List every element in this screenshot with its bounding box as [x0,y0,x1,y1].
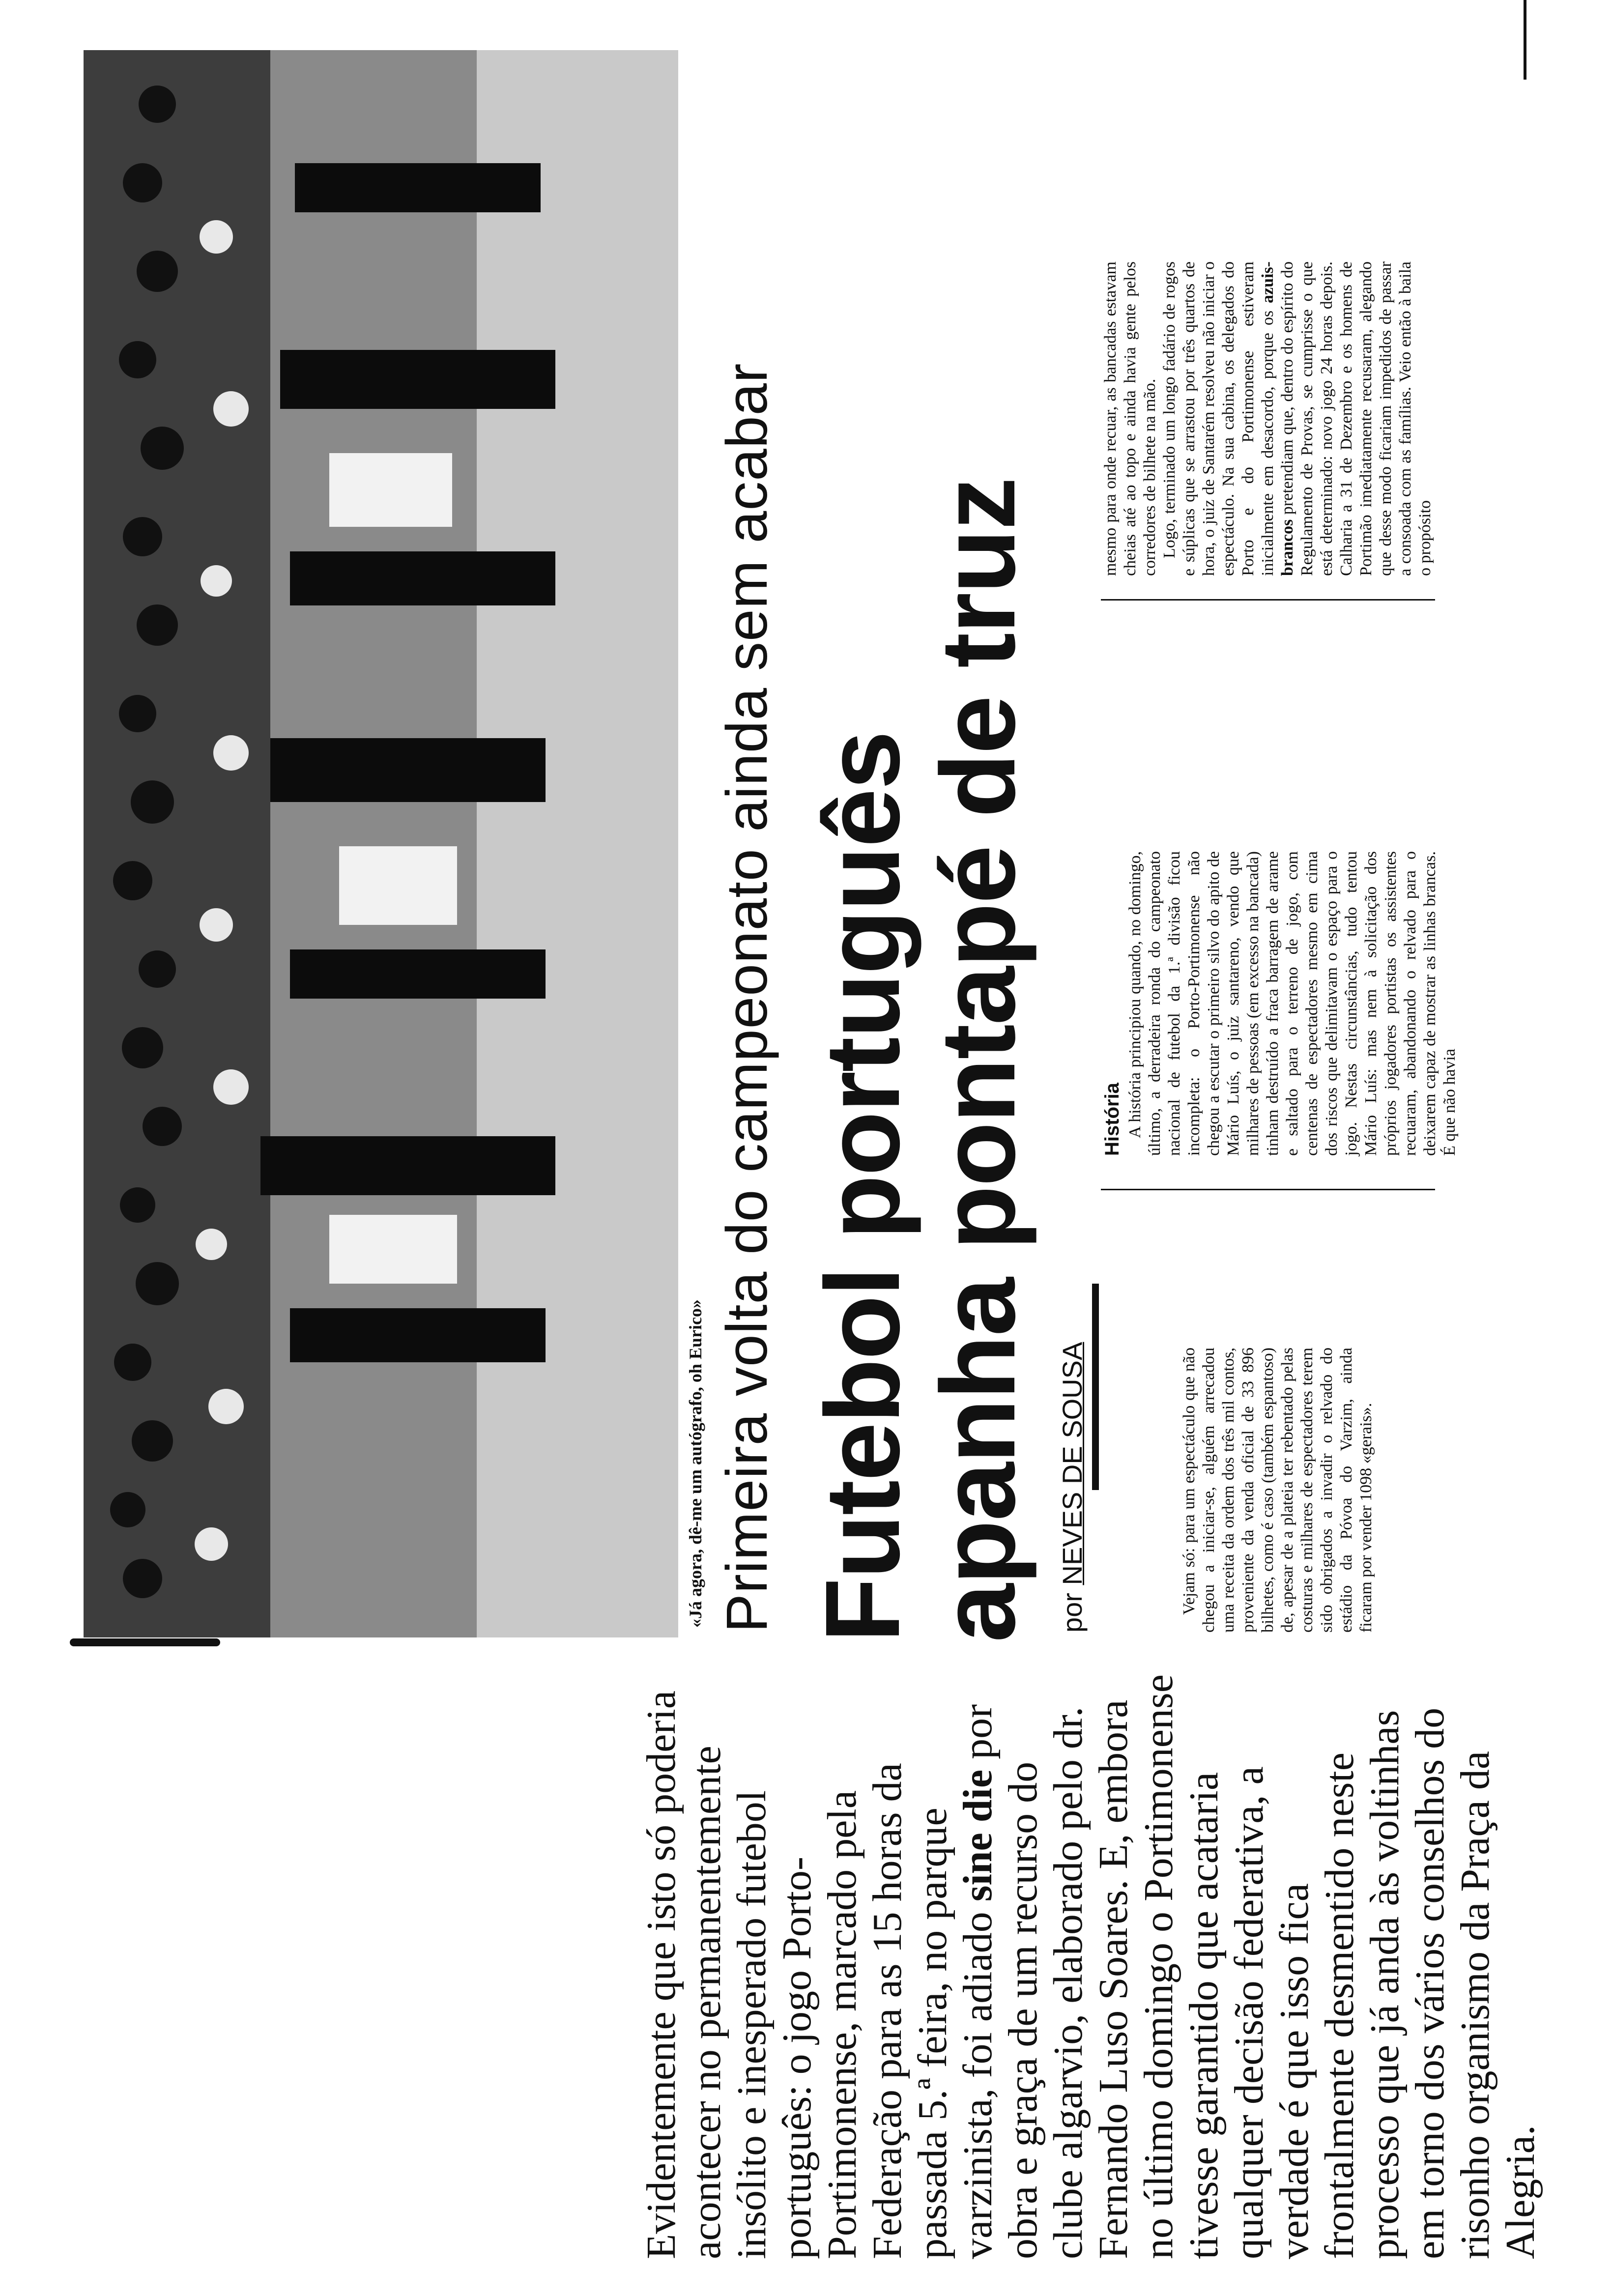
col3-paragraph-1: mesmo para onde recuar, as bancadas estavam cheias até ao topo e ainda havia gente pelos corredores de bilhete na mão. [1101,261,1159,576]
kicker-headline: Primeira volta do campeonato ainda sem acabar [715,363,779,1633]
col3-paragraph-2 [1160,261,1435,576]
col2-paragraph: A história principiou quando, no domingo, último, a derradeira ronda do campeonato nacional de futebol da 1.ª divisão ficou incompleta: o Porto-Portimonense não chegou a escutar o primeiro silvo do apito de Mário Luís, o juiz santareno, vendo que milhares de pessoas (em excesso na bancada) tinham destruído a fraca barragem de arame e saltado para o terreno de jogo, com centenas de espectadores mesmo em cima dos riscos que delimitavam o espaço para o jogo. Nestas circunstâncias, tudo tentou Mário Luís: mas nem à solicitação dos próprios jogadores portistas os assistentes recuaram, abandonando o relvado para o deixarem capaz de mostrar as linhas brancas. É que não havia [1126,851,1459,1156]
byline-bar [1092,1284,1099,1490]
end-rule [1524,0,1526,80]
intro-text-part-2: por obra e graça de um recurso do clube algarvio, elaborado pelo dr. Fernando Luso Soares. E, embora no último domingo o Portimonense tivesse garantido que acataria qualquer decisão federativa, a verdade é que isso fica frontalmente desmentido neste processo que já anda às voltinhas em torno dos vários conselhos do risonho organismo da Praça da Alegria. [955,1674,1543,2259]
col3-text-part-2: pretendiam que, dentro do espírito do Regulamento de Provas, se cumprisse o que está determinado: novo jogo 24 horas depois. Calharia a 31 de Dezembro e os homens de Portimão imediatamente recusaram, alegando que desse modo ficariam impedidos de passar a consoada com as famílias. Veio então à baila o propósito [1278,261,1434,576]
col2-subhead: História [1101,1083,1123,1156]
col3-text-part-1: Logo, terminado um longo fadário de rogos e súplicas que se arrastou por três quartos de hora, o juiz de Santarém resolveu não iniciar o espectáculo. Na sua cabina, os delegados do Porto e do Portimonense estiveram inicialmente em desacordo, porque os [1160,261,1277,576]
photo-crowd-scene [84,50,678,1637]
intro-emphasis: sine die [955,1769,1001,1902]
byline-author: NEVES DE SOUSA [1057,1342,1088,1585]
body-column-3 [1101,261,1435,576]
byline-prefix: por [1057,1593,1088,1633]
col3-emphasis: azuis-brancos [1259,261,1296,576]
col1-paragraph: Vejam só: para um espectáculo que não chegou a iniciar-se, alguém arrecadou uma receita da ordem dos três mil contos, proveniente da venda oficial de 33 896 bilhetes, como é caso (também espantoso) de, apesar de a plateia ter rebentado pelas costuras e milhares de espectadores terem sido obrigados a invadir o relvado do estádio da Póvoa do Varzim, ainda ficaram por vender 1098 «gerais». [1180,1348,1375,1633]
match-photograph [84,50,678,1637]
column-rule-2 [1101,599,1435,601]
main-headline-line-2: apanha pontapé de truz [919,478,1037,1642]
intro-text-part-1: Evidentemente que isto só poderia acontecer no permanentemente insólito e inesperado futebol português: o jogo Porto-Portimonense, marcado pela Federação para as 15 horas da passada 5.ª feira, no parque varzinista, foi adiado [638,1690,1001,2259]
intro-paragraph [639,1669,1543,2259]
column-rule-1 [1101,1189,1435,1190]
main-headline-line-1: Futebol português [803,731,921,1642]
byline [1057,1342,1088,1633]
body-column-2 [1101,851,1460,1156]
intro-column [639,1669,1543,2259]
body-column-1 [1180,1348,1376,1633]
photo-caption: «Já agora, dê-me um autógrafo, oh Eurico» [686,1299,705,1628]
